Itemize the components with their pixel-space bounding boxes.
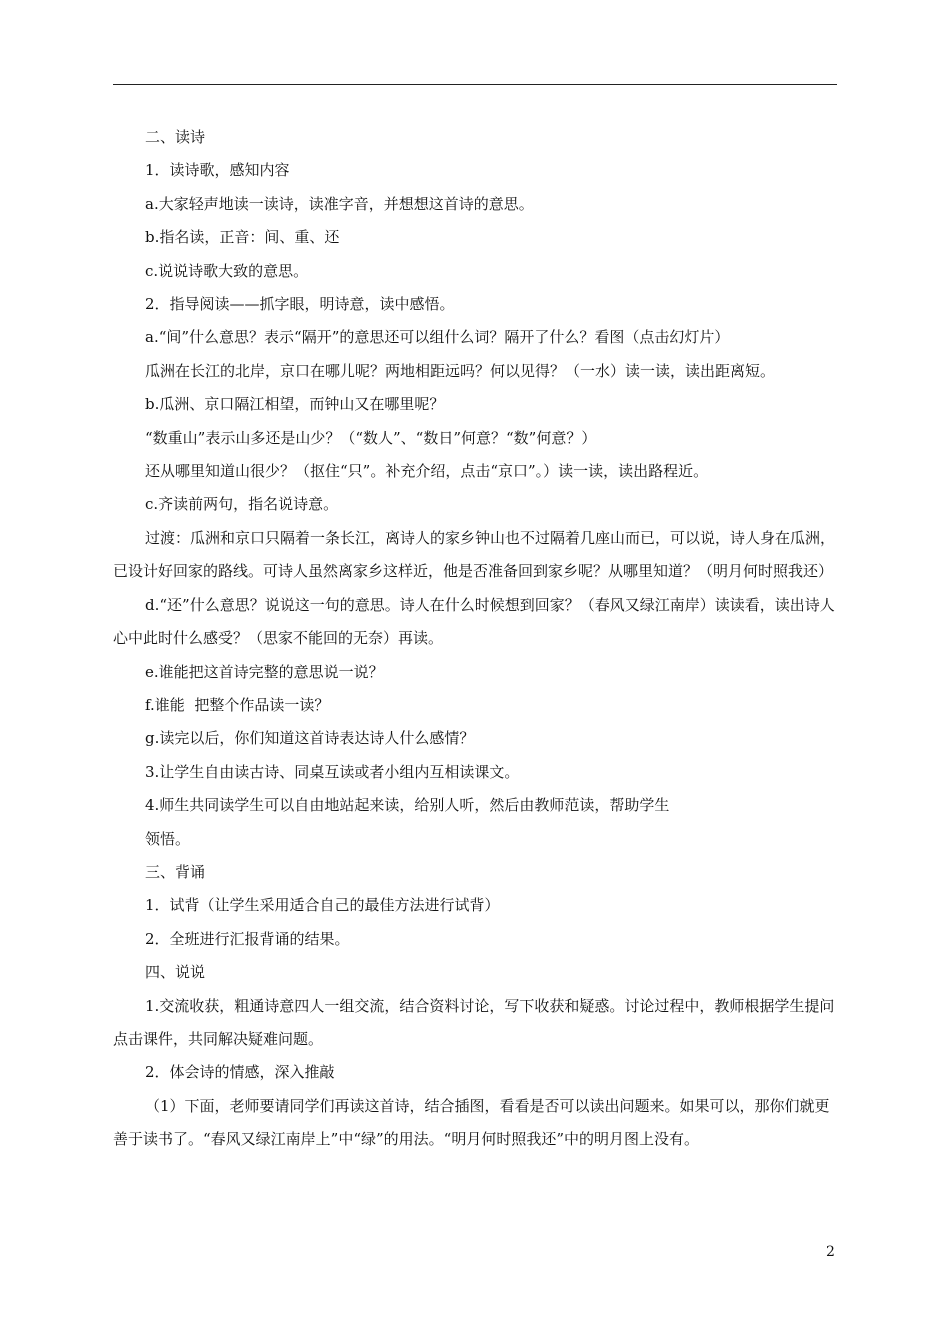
- paragraph: c.说说诗歌大致的意思。: [145, 261, 309, 280]
- paragraph-transition: 过渡：瓜洲和京口只隔着一条长江，离诗人的家乡钟山也不过隔着几座山而已，可以说，诗人身在瓜洲，已设计好回家的路线。可诗人虽然离家乡这样近，他是否准备回到家乡呢？从哪里知道？（明月何时照我还）: [113, 528, 836, 581]
- paragraph: e.谁能把这首诗完整的意思说一说？: [145, 662, 384, 681]
- paragraph: “数重山”表示山多还是山少？（“数人”、“数日”何意？“数”何意？）: [145, 428, 597, 447]
- heading-discuss: 四、说说: [145, 963, 206, 982]
- page-number: 2: [826, 1244, 835, 1260]
- paragraph: 还从哪里知道山很少？（抠住“只”。补充介绍，点击“京口”。）读一读，读出路程近。: [145, 462, 709, 481]
- paragraph: 1．读诗歌，感知内容: [145, 161, 290, 180]
- paragraph: 4.师生共同读学生可以自由地站起来读，给别人听，然后由教师范读，帮助学生: [145, 796, 670, 815]
- heading-read-poem: 二、读诗: [145, 128, 206, 146]
- paragraph: b.指名读，正音：间、重、还: [145, 228, 340, 247]
- heading-recite: 三、背诵: [145, 862, 206, 881]
- paragraph: 1.交流收获，粗通诗意四人一组交流，结合资料讨论，写下收获和疑惑。讨论过程中，教师根据学生提问点击课件，共同解决疑难问题。: [113, 996, 835, 1048]
- paragraph: （1）下面，老师要请同学们再读这首诗，结合插图，看看是否可以读出问题来。如果可以，那你们就更善于读书了。“春风又绿江南岸上”中“绿”的用法。“明月何时照我还”中的明月图上没有。: [113, 1096, 830, 1149]
- paragraph: c.齐读前两句，指名说诗意。: [145, 495, 339, 514]
- paragraph: 领悟。: [145, 829, 191, 848]
- paragraph: 2．指导阅读——抓字眼，明诗意，读中感悟。: [145, 295, 455, 314]
- paragraph: b.瓜洲、京口隔江相望，而钟山又在哪里呢？: [145, 395, 445, 414]
- paragraph: 瓜洲在长江的北岸，京口在哪儿呢？两地相距远吗？何以见得？（一水）读一读，读出距离短。: [145, 361, 776, 380]
- paragraph: a.“间”什么意思？表示“隔开”的意思还可以组什么词？隔开了什么？看图（点击幻灯片）: [145, 328, 730, 347]
- paragraph: 2．体会诗的情感，深入推敲: [145, 1063, 335, 1082]
- paragraph: a.大家轻声地读一读诗，读准字音，并想想这首诗的意思。: [145, 194, 534, 213]
- paragraph: d.“还”什么意思？说说这一句的意思。诗人在什么时候想到回家？（春风又绿江南岸）读读看，读出诗人心中此时什么感受？（思家不能回的无奈）再读。: [113, 595, 835, 648]
- document-body: [113, 121, 837, 1157]
- paragraph: 3.让学生自由读古诗、同桌互读或者小组内互相读课文。: [145, 762, 520, 781]
- paragraph: 2．全班进行汇报背诵的结果。: [145, 929, 350, 948]
- header-rule: [113, 84, 837, 85]
- paragraph: f.谁能 把整个作品读一读？: [145, 695, 330, 714]
- paragraph: 1．试背（让学生采用适合自己的最佳方法进行试背）: [145, 896, 500, 915]
- paragraph: g.读完以后，你们知道这首诗表达诗人什么感情？: [145, 729, 475, 748]
